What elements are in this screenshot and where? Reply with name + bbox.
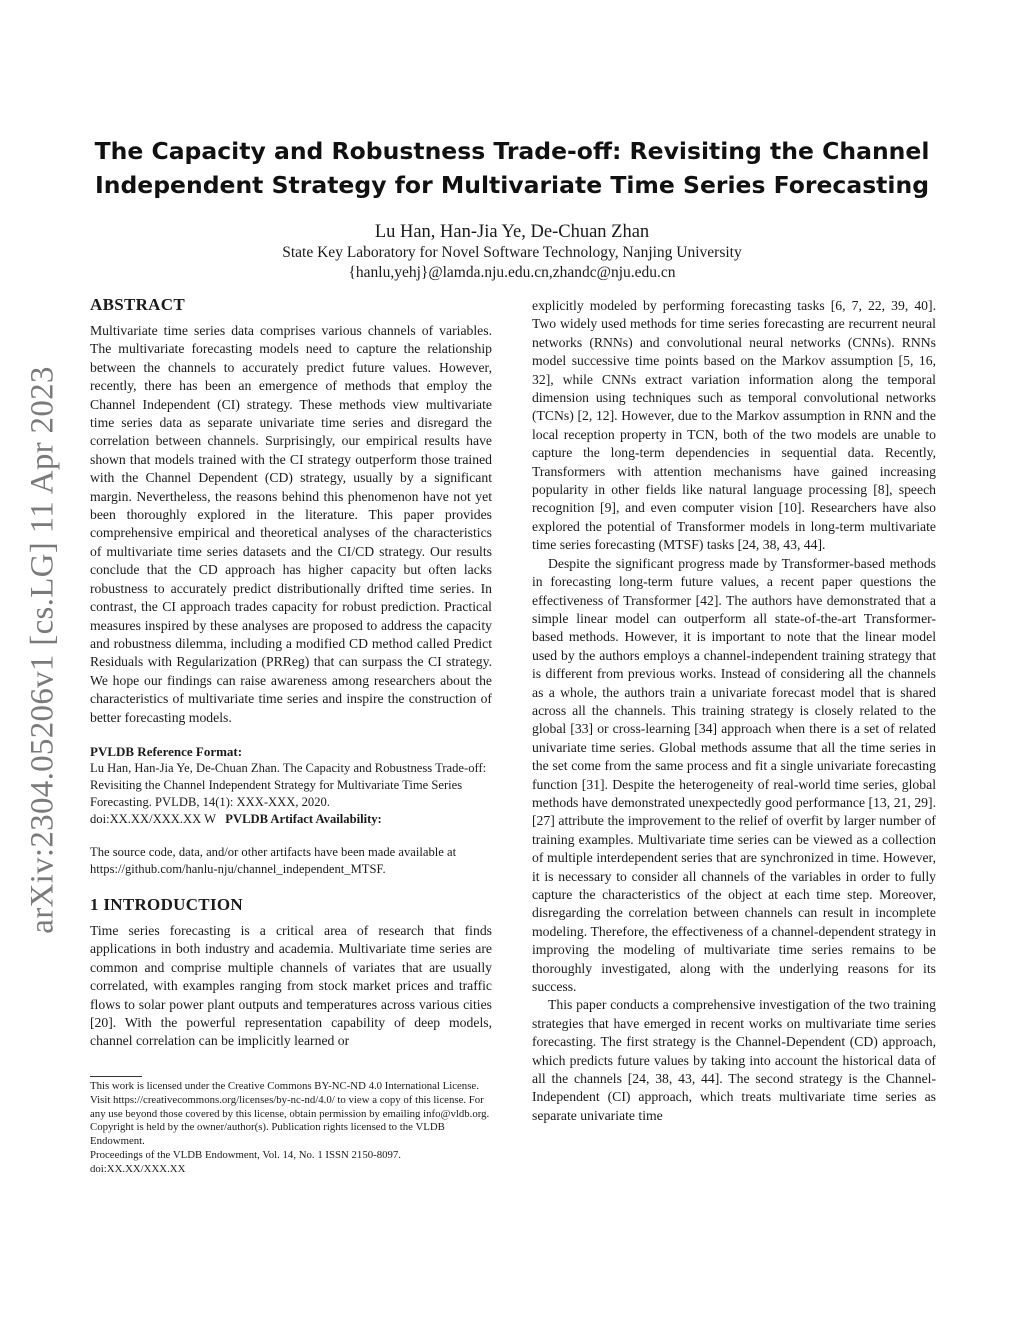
footnotes — [90, 1080, 492, 1177]
footnote-doi: doi:XX.XX/XXX.XX — [90, 1162, 186, 1175]
footnote-license: This work is licensed under the Creative Commons BY-NC-ND 4.0 International License. Visit https://creativecommons.org/licenses/by-nc-nd/4.0/ to view a copy of this license. For any use beyond those covered by this license, obtain permission by emailing info@vldb.org. Copyright is held by the owner/author(s). Publication rights licensed to the VLDB Endowment. — [90, 1080, 490, 1148]
arxiv-identifier-text: arXiv:2304.05206v1 [cs.LG] 11 Apr 2023 — [24, 366, 61, 934]
pvldb-doi: doi:XX.XX/XXX.XX W — [90, 811, 216, 826]
intro-paragraph-continued: explicitly modeled by performing forecasting tasks [6, 7, 22, 39, 40]. Two widely used methods for time series forecasting are recurrent neural networks (RNNs) and convolutional neural networks (CNNs). RNNs model successive time points based on the Markov assumption [5, 16, 32], while CNNs extract variation information along the temporal dimension using techniques such as temporal convolutional networks (TCNs) [2, 12]. However, due to the Markov assumption in RNN and the local reception property in TCN, both of the two models are unable to capture the long-term dependencies in sequential data. Recently, Transformers with attention mechanisms have gained increasing popularity in other fields like natural language processing [8], speech recognition [9], and even computer vision [10]. Researchers have also explored the potential of Transformer models in long-term multivariate time series forecasting (MTSF) tasks [24, 38, 43, 44]. — [532, 298, 936, 553]
pvldb-artifact-text: The source code, data, and/or other artifacts have been made available at https://github.com/hanlu-nju/channel_independent_MTSF. — [90, 844, 457, 876]
author-emails: {hanlu,yehj}@lamda.nju.edu.cn,zhandc@nju.edu.cn — [348, 264, 676, 281]
introduction-heading: 1 INTRODUCTION — [90, 894, 243, 914]
intro-paragraph-3: This paper conducts a comprehensive investigation of the two training strategies that have emerged in recent works on multivariate time series forecasting. The first strategy is the Channel-Dependent (CD) approach, which predicts future values by taking into account the historical data of all the channels [24, 38, 43, 44]. The second strategy is the Channel-Independent (CI) approach, which treats multivariate time series as separate univariate time — [532, 997, 936, 1123]
pvldb-reference-heading: PVLDB Reference Format: — [90, 743, 243, 759]
introduction-paragraph-1: Time series forecasting is a critical area of research that finds applications in both industry and academia. Multivariate time series are common and comprise multiple channels of variates that are usually correlated, with examples ranging from stock market prices and traffic flows to solar power plant outputs and temperatures across various cities [20]. With the powerful representation capability of deep models, channel correlation can be implicitly learned or — [90, 922, 492, 1049]
pvldb-artifact-heading: PVLDB Artifact Availability: — [225, 811, 382, 826]
affiliation: State Key Laboratory for Novel Software Technology, Nanjing University — [282, 244, 742, 261]
paper-title — [60, 134, 964, 202]
pvldb-doi-line — [90, 811, 492, 828]
title-line-1: The Capacity and Robustness Trade-off: Revisiting the Channel — [94, 137, 930, 165]
footnote-proceedings: Proceedings of the VLDB Endowment, Vol. 14, No. 1 ISSN 2150-8097. — [90, 1148, 402, 1161]
footnote-divider — [90, 1076, 142, 1077]
intro-paragraph-2: Despite the significant progress made by Transformer-based methods in forecasting long-term future values, a recent paper questions the effectiveness of Transformer [42]. The authors have demonstrated that a simple linear model can outperform all state-of-the-art Transformer-based methods. However, it is important to note that the linear model used by the authors employs a channel-independent training strategy that is different from previous works. Instead of considering all the channels as a whole, the authors train a univariate forecast model that is shared across all the channels. This training strategy is closely related to the global [33] or cross-learning [34] approach when there is a set of related univariate time series. Global methods assume that all the time series in the set come from the same process and fit a single univariate forecasting function [31]. Despite the heterogeneity of real-world time series, global methods have demonstrated unexpectedly good performance [13, 21, 29]. [27] attribute the improvement to the relief of overfit by larger number of training examples. Multivariate time series can be viewed as a collection of multiple interdependent series that are synchronized in time. However, it is necessary to consider all channels of the variables in order to fully capture the characteristics of the object at each time step. Moreover, disregarding the correlation between channels can result in incomplete modeling. Therefore, the effectiveness of a channel-dependent strategy in improving the modeling of multivariate time series remains to be thoroughly investigated, along with the underlying reasons for its success. — [532, 555, 936, 995]
left-column — [90, 294, 492, 1051]
right-column — [532, 297, 936, 1125]
abstract-text: Multivariate time series data comprises various channels of variables. The multivariate forecasting models need to capture the relationship between the channels to accurately predict future values. However, recently, there has been an emergence of methods that employ the Channel Independent (CI) strategy. These methods view multivariate time series data as separate univariate time series and disregard the correlation between channels. Surprisingly, our empirical results have shown that models trained with the CI strategy outperform those trained with the Channel Dependent (CD) strategy, usually by a significant margin. Nevertheless, the reasons behind this phenomenon have not yet been thoroughly explored in the literature. This paper provides comprehensive empirical and theoretical analyses of the characteristics of multivariate time series datasets and the CI/CD strategy. Our results conclude that the CD approach has higher capacity but often lacks robustness to accurately predict distributionally drifted time series. In contrast, the CI approach trades capacity for robust prediction. Practical measures inspired by these analyses are proposed to address the capacity and robustness dilemma, including a modified CD method called Predict Residuals with Regularization (PRReg) that can surpass the CI strategy. We hope our findings can raise awareness among researchers about the characteristics of multivariate time series and inspire the construction of better forecasting models. — [90, 323, 492, 725]
abstract-heading: ABSTRACT — [90, 295, 185, 314]
title-line-2: Independent Strategy for Multivariate Time Series Forecasting — [94, 171, 930, 199]
author-list: Lu Han, Han-Jia Ye, De-Chuan Zhan — [374, 222, 650, 242]
arxiv-identifier-stamp — [22, 350, 64, 950]
pvldb-reference-text: Lu Han, Han-Jia Ye, De-Chuan Zhan. The Capacity and Robustness Trade-off: Revisiting the Channel Independent Strategy for Multivariate Time Series Forecasting. PVLDB, 14(1): XXX-XXX, 2020. — [90, 760, 487, 809]
